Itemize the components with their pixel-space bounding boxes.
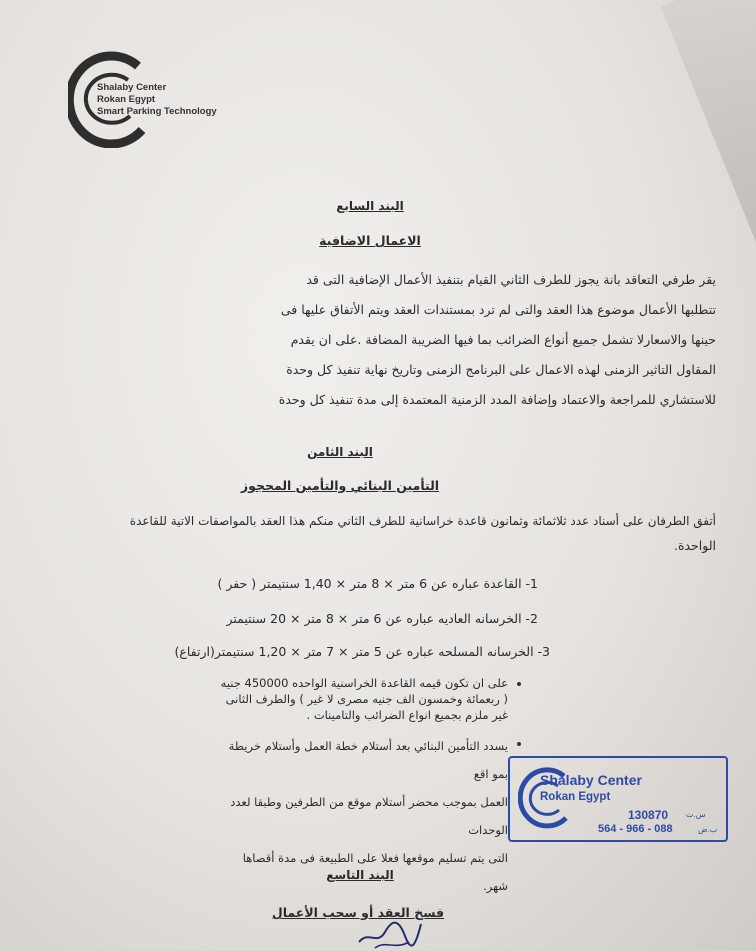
logo-line3: Smart Parking Technology bbox=[97, 106, 217, 117]
section7-line4: المقاول التاثير الزمنى لهذه الاعمال على البرنامج الزمنى وتاريخ نهاية تنفيذ كل وحدة bbox=[286, 362, 716, 377]
stamp-name: Shalaby Center bbox=[540, 772, 642, 788]
logo-line1: Shalaby Center bbox=[97, 82, 167, 93]
stamp-sub: Rokan Egypt bbox=[540, 791, 611, 803]
section7-line1: يقر طرفي التعاقد بانة يجوز للطرف الثاني القيام بتنفيذ الأعمال الإضافية التى قد bbox=[306, 272, 716, 287]
bullet-dot-1 bbox=[517, 682, 521, 686]
stamp-tax-number: 564 - 966 - 088 bbox=[598, 823, 673, 835]
spec-item-1: 1- القاعدة عباره عن 6 متر × 8 متر × 1,40 سنتيمتر ( حفر ) bbox=[217, 576, 538, 591]
bullet-2-line3: التى يتم تسليم موقعها فعلا على الطبيعة فى مدة أقصاها شهر. bbox=[242, 851, 508, 893]
section8-title: البند الثامن bbox=[307, 445, 373, 459]
section8-intro-line2: الواحدة. bbox=[673, 538, 716, 553]
spec-item-3: 3- الخرسانه المسلحه عباره عن 5 متر × 7 متر × 1,20 سنتيمتر(ارتفاع) bbox=[174, 644, 550, 659]
stamp-tax-label: ب.ض bbox=[698, 825, 718, 834]
section8-subtitle: التأمين البنائي والتأمين المحجوز bbox=[240, 478, 440, 493]
section7-line3: حينها والاسعارلا تشمل جميع أنواع الضرائب بما فيها الضريبة المضافة .على ان يقدم bbox=[290, 332, 716, 347]
bullet-dot-2 bbox=[517, 742, 521, 746]
logo-text bbox=[97, 82, 217, 118]
section7-paragraph bbox=[116, 265, 716, 415]
logo-line2: Rokan Egypt bbox=[97, 94, 156, 105]
section7-subtitle: الاعمال الاضافية bbox=[319, 233, 421, 248]
section7-line2: تتطلبها الأعمال موضوع هذا العقد والتى لم ترد بمستندات العقد ويتم الأتفاق عليها فى bbox=[280, 302, 716, 317]
section7-title: البند السابع bbox=[336, 199, 404, 213]
section8-intro-line1: أتفق الطرفان على أسناد عدد ثلاثمائة وثمانون قاعدة خراسانية للطرف الثاني منكم هذا العقد بالمواصفات الاتية للقاعدة bbox=[129, 514, 716, 528]
stamp-cr-label: س.ت bbox=[686, 810, 706, 819]
bullet-2-line1: يسدد التأمين البنائي بعد أستلام خطة العمل وأستلام خريطة بمو اقع bbox=[228, 739, 508, 781]
section9-subtitle: فسخ العقد أو سحب الأعمال bbox=[271, 905, 445, 920]
company-stamp bbox=[508, 756, 728, 842]
spec-item-2: 2- الخرسانه العاديه عباره عن 6 متر × 8 متر × 20 سنتيمتر bbox=[226, 611, 538, 626]
bullet-2-line2: العمل بموجب محضر أستلام موقع من الطرفين وطبقا لعدد الوحدات bbox=[230, 795, 508, 837]
section7-line5: للاستشاري للمراجعة والاعتماد وإضافة المدد الزمنية المعتمدة إلى مدة تنفيذ كل وحدة bbox=[278, 392, 716, 407]
handwritten-signature-icon bbox=[355, 912, 425, 951]
section9-title: البند التاسع bbox=[326, 868, 394, 882]
stamp-cr-number: 130870 bbox=[628, 808, 669, 822]
bullet-1: على ان تكون قيمه القاعدة الخراسنية الواحده 450000 جنيه ( ربعمائة وخمسون الف جنيه مصرى لا غير ) والطرف الثانى غير ملزم بجميع انواع الضرائب والتامينات . bbox=[220, 676, 508, 722]
